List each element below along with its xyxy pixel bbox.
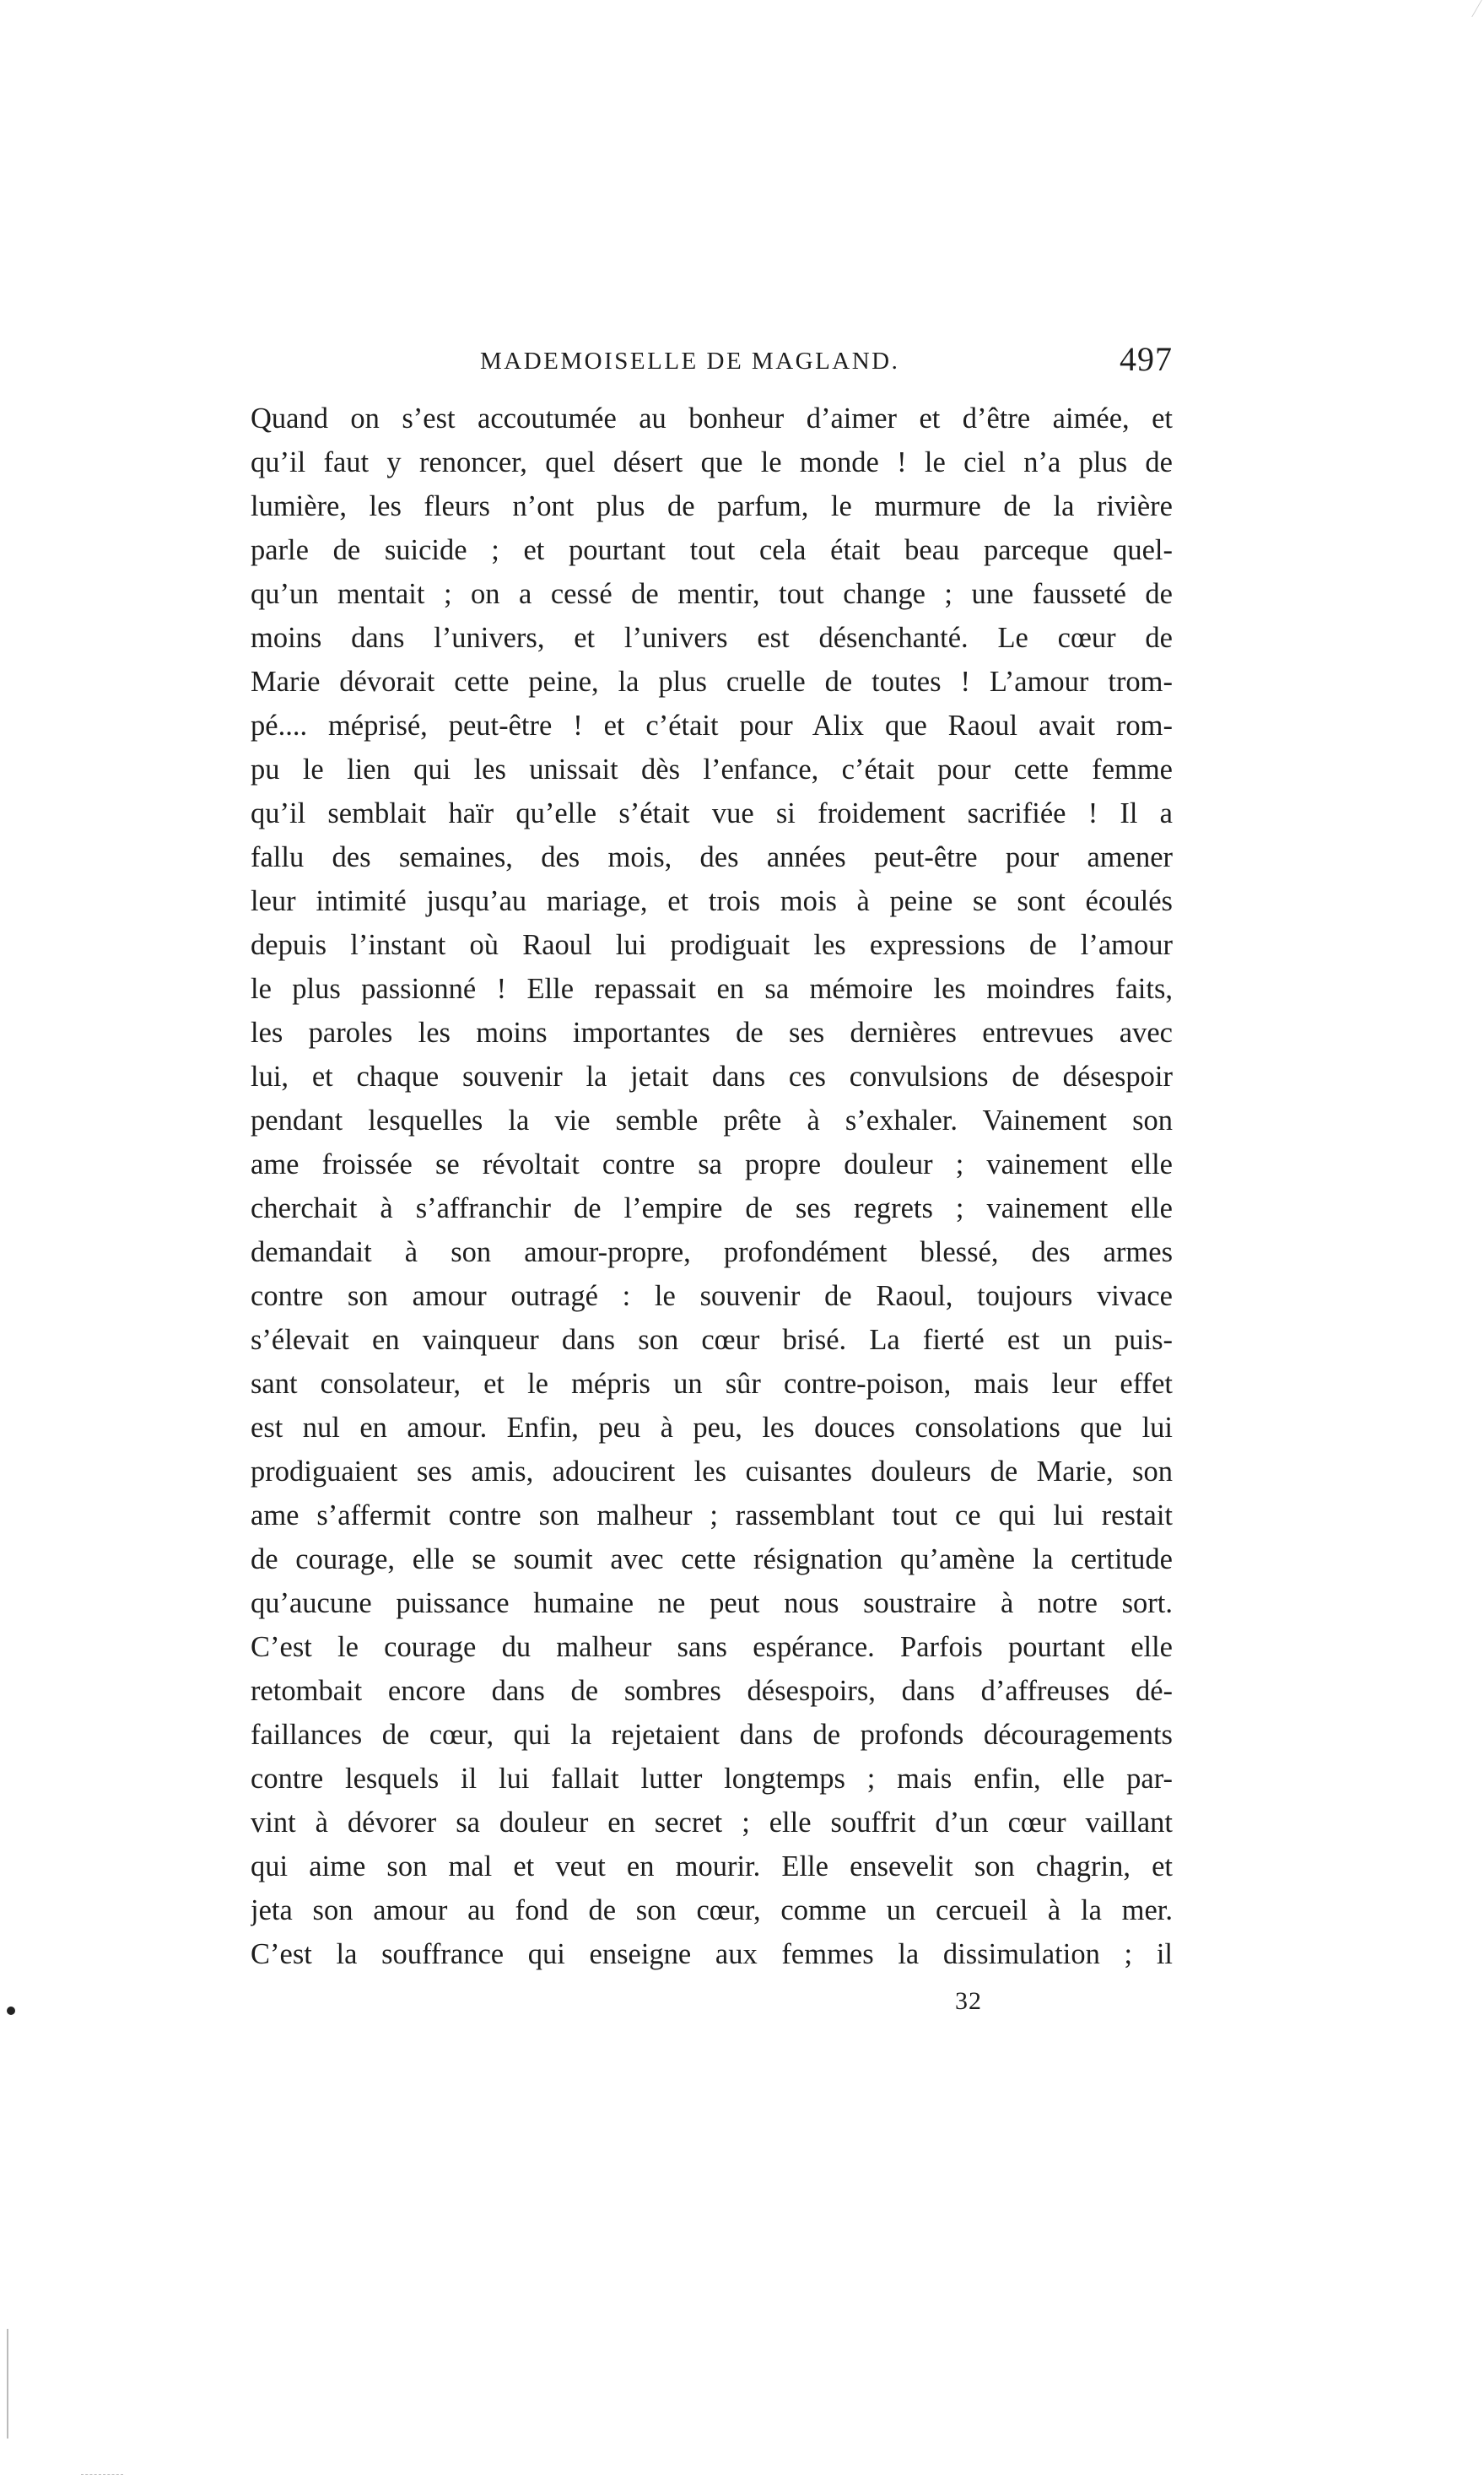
text-line: sant consolateur, et le mépris un sûr contre-poison, mais leur effet	[251, 1368, 1173, 1400]
text-line: les paroles les moins importantes de ses dernières entrevues avec	[251, 1017, 1173, 1049]
text-line: pu le lien qui les unissait dès l’enfance, c’était pour cette femme	[251, 753, 1173, 786]
text-line: moins dans l’univers, et l’univers est désenchanté. Le cœur de	[251, 622, 1173, 654]
scan-corner-mark	[1456, 0, 1482, 17]
text-line: qu’il faut y renoncer, quel désert que le monde ! le ciel n’a plus de	[251, 446, 1173, 478]
text-line: C’est la souffrance qui enseigne aux femmes la dissimulation ; il	[251, 1938, 1173, 1970]
text-line: demandait à son amour-propre, profondément blessé, des armes	[251, 1236, 1173, 1268]
text-line: parle de suicide ; et pourtant tout cela était beau parceque quel-	[251, 534, 1173, 566]
text-line: contre lesquels il lui fallait lutter longtemps ; mais enfin, elle par-	[251, 1763, 1173, 1795]
text-line: qui aime son mal et veut en mourir. Elle ensevelit son chagrin, et	[251, 1850, 1173, 1882]
text-line: cherchait à s’affranchir de l’empire de ses regrets ; vainement elle	[251, 1192, 1173, 1224]
margin-dot	[7, 2007, 15, 2015]
text-line: de courage, elle se soumit avec cette résignation qu’amène la certitude	[251, 1543, 1173, 1575]
text-line: prodiguaient ses amis, adoucirent les cuisantes douleurs de Marie, son	[251, 1456, 1173, 1488]
page-header	[251, 339, 1173, 390]
text-line: Marie dévorait cette peine, la plus cruelle de toutes ! L’amour trom-	[251, 666, 1173, 698]
text-line: pé.... méprisé, peut-être ! et c’était pour Alix que Raoul avait rom-	[251, 710, 1173, 742]
text-line: retombait encore dans de sombres désespoirs, dans d’affreuses dé-	[251, 1675, 1173, 1707]
text-line: vint à dévorer sa douleur en secret ; elle souffrit d’un cœur vaillant	[251, 1807, 1173, 1839]
page-number: 497	[1120, 340, 1173, 378]
signature-mark: 32	[955, 1987, 982, 2015]
text-line: ame s’affermit contre son malheur ; rassemblant tout ce qui lui restait	[251, 1499, 1173, 1531]
text-line: qu’il semblait haïr qu’elle s’était vue si froidement sacrifiée ! Il a	[251, 797, 1173, 829]
text-line: le plus passionné ! Elle repassait en sa mémoire les moindres faits,	[251, 973, 1173, 1005]
text-line: qu’un mentait ; on a cessé de mentir, tout change ; une fausseté de	[251, 578, 1173, 610]
text-line: faillances de cœur, qui la rejetaient dans de profonds découragements	[251, 1719, 1173, 1751]
text-line: Quand on s’est accoutumée au bonheur d’aimer et d’être aimée, et	[251, 402, 1173, 435]
text-line: leur intimité jusqu’au mariage, et trois mois à peine se sont écoulés	[251, 885, 1173, 917]
scan-bottom-mark	[81, 2473, 123, 2475]
text-line: lumière, les fleurs n’ont plus de parfum, le murmure de la rivière	[251, 490, 1173, 522]
text-line: jeta son amour au fond de son cœur, comme un cercueil à la mer.	[251, 1894, 1173, 1926]
text-line: C’est le courage du malheur sans espérance. Parfois pourtant elle	[251, 1631, 1173, 1663]
text-line: pendant lesquelles la vie semble prête à s’exhaler. Vainement son	[251, 1105, 1173, 1137]
text-line: depuis l’instant où Raoul lui prodiguait les expressions de l’amour	[251, 929, 1173, 961]
text-line: fallu des semaines, des mois, des années peut-être pour amener	[251, 841, 1173, 873]
running-title: MADEMOISELLE DE MAGLAND.	[480, 348, 900, 375]
text-line: est nul en amour. Enfin, peu à peu, les douces consolations que lui	[251, 1412, 1173, 1444]
text-line: qu’aucune puissance humaine ne peut nous soustraire à notre sort.	[251, 1587, 1173, 1619]
text-line: contre son amour outragé : le souvenir de Raoul, toujours vivace	[251, 1280, 1173, 1312]
text-line: s’élevait en vainqueur dans son cœur brisé. La fierté est un puis-	[251, 1324, 1173, 1356]
body-text	[251, 397, 1173, 1976]
text-line: ame froissée se révoltait contre sa propre douleur ; vainement elle	[251, 1148, 1173, 1180]
scan-edge-mark	[7, 2329, 8, 2439]
text-line: lui, et chaque souvenir la jetait dans ces convulsions de désespoir	[251, 1061, 1173, 1093]
